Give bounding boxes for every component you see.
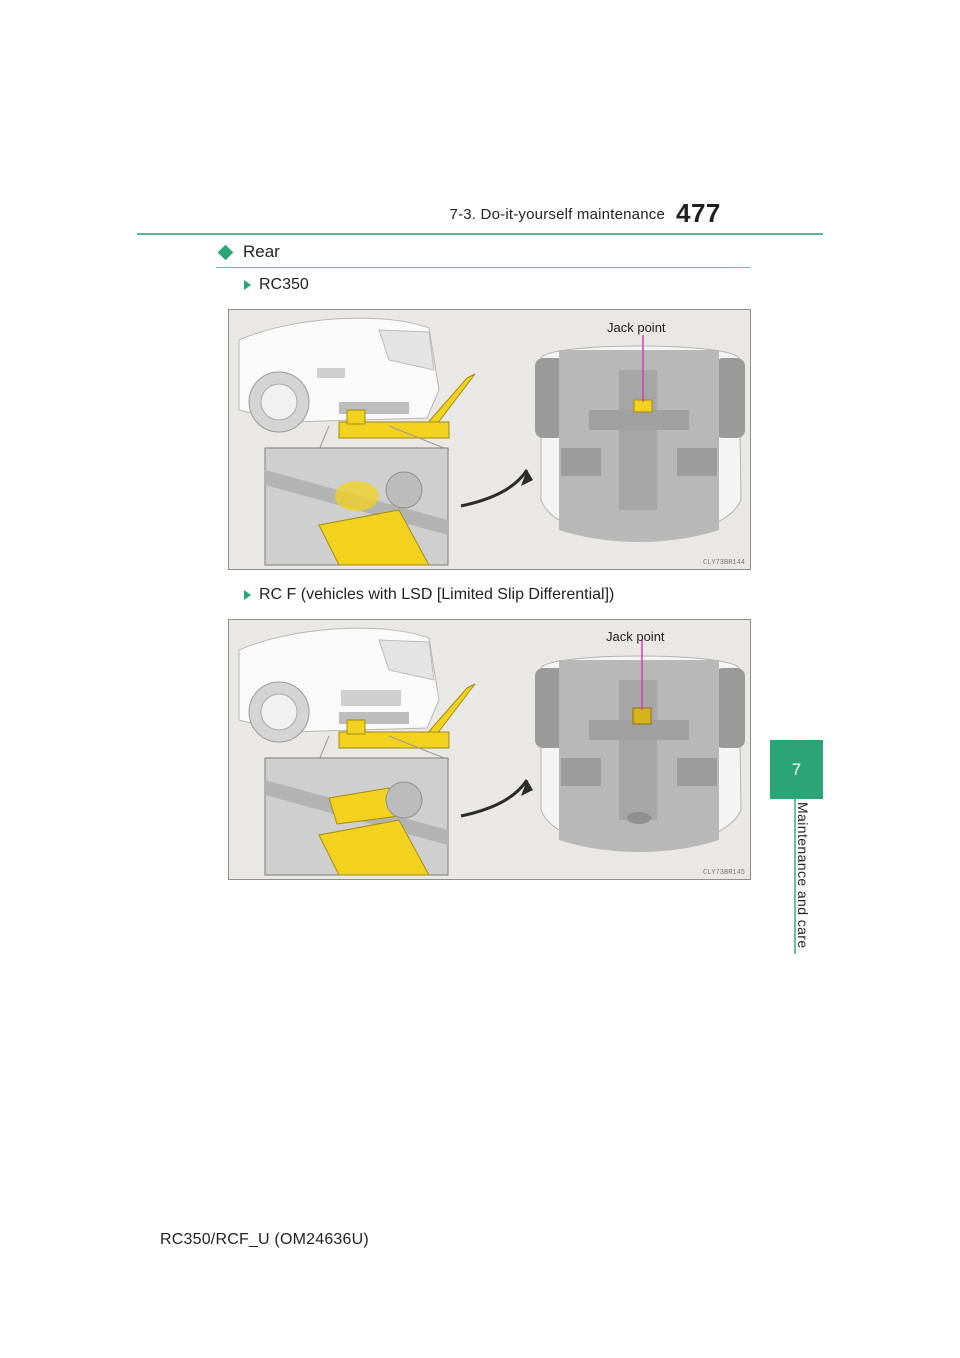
triangle-bullet-icon bbox=[244, 590, 251, 600]
chapter-number: 7 bbox=[791, 759, 802, 779]
heading-rule bbox=[216, 267, 750, 268]
figure-code: CLY73BR144 bbox=[703, 559, 746, 567]
figure-code: CLY73BR145 bbox=[703, 869, 746, 877]
figure-caption-text: RC F (vehicles with LSD [Limited Slip Differential]) bbox=[259, 586, 615, 603]
jack-point-label: Jack point bbox=[606, 629, 665, 644]
page-number: 477 bbox=[676, 198, 721, 228]
rcf-illustration bbox=[229, 620, 750, 879]
figure-rcf-jack-point bbox=[228, 619, 751, 880]
figure-rc350-jack-point bbox=[228, 309, 751, 570]
section-heading-text: Rear bbox=[243, 242, 280, 261]
header-section-title: 7-3. Do-it-yourself maintenance bbox=[449, 206, 665, 223]
figure-caption-rc350 bbox=[244, 276, 309, 294]
header-rule bbox=[137, 233, 823, 235]
chapter-tab bbox=[770, 740, 823, 799]
diamond-bullet-icon bbox=[218, 244, 234, 260]
footer-manual-code: RC350/RCF_U (OM24636U) bbox=[160, 1231, 369, 1248]
jack-point-label: Jack point bbox=[607, 320, 666, 335]
figure-caption-rcf bbox=[244, 586, 614, 604]
triangle-bullet-icon bbox=[244, 280, 251, 290]
figure-caption-text: RC350 bbox=[259, 276, 309, 293]
chapter-label: Maintenance and care bbox=[795, 802, 811, 949]
rc350-illustration bbox=[229, 310, 750, 569]
section-heading bbox=[216, 242, 280, 262]
